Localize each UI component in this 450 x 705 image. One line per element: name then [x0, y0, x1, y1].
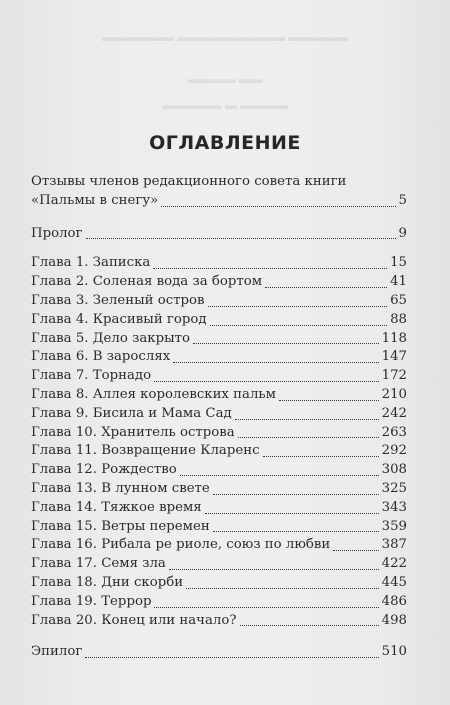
- chapter-entry[interactable]: [31, 612, 407, 631]
- chapter-label: Глава 8. Аллея королевских пальм: [31, 386, 276, 402]
- show-through-text: ▬▬▬▬▬ ▬ ▬▬▬▬: [162, 98, 288, 112]
- chapter-page: 445: [381, 574, 407, 590]
- prologue-label: Пролог: [31, 225, 83, 241]
- chapter-entry[interactable]: [31, 536, 407, 555]
- chapter-entry[interactable]: [31, 254, 407, 273]
- chapter-entry[interactable]: [31, 292, 407, 311]
- dot-leader: [240, 625, 379, 626]
- dot-leader: [333, 550, 378, 551]
- chapter-entry[interactable]: [31, 518, 407, 537]
- chapter-label: Глава 15. Ветры перемен: [31, 518, 210, 534]
- chapter-label: Глава 12. Рождество: [31, 462, 177, 478]
- chapter-entry[interactable]: [31, 424, 407, 443]
- chapter-page: 263: [381, 424, 407, 440]
- show-through-text: ▬▬▬▬▬▬ ▬▬▬▬▬▬▬▬▬ ▬▬▬▬▬: [102, 30, 348, 44]
- chapter-page: 343: [381, 499, 407, 515]
- intro-entry[interactable]: [31, 192, 407, 211]
- dot-leader: [210, 325, 387, 326]
- intro-entry-label: «Пальмы в снегу»: [31, 192, 159, 208]
- intro-entry-line1: Отзывы членов редакционного совета книги: [31, 174, 347, 189]
- dot-leader: [153, 268, 387, 269]
- chapter-entry[interactable]: [31, 405, 407, 424]
- chapter-page: 15: [390, 255, 407, 271]
- dot-leader: [263, 456, 379, 457]
- epilogue-label: Эпилог: [31, 644, 83, 660]
- chapter-entry[interactable]: [31, 386, 407, 405]
- chapter-label: Глава 14. Тяжкое время: [31, 499, 202, 515]
- dot-leader: [235, 419, 379, 420]
- dot-leader: [154, 381, 379, 382]
- chapter-page: 118: [381, 330, 407, 346]
- chapter-page: 498: [381, 612, 407, 628]
- chapter-page: 422: [381, 556, 407, 572]
- dot-leader: [279, 400, 379, 401]
- dot-leader: [238, 437, 379, 438]
- chapter-entry[interactable]: [31, 330, 407, 349]
- chapter-entry[interactable]: [31, 480, 407, 499]
- table-of-contents: [31, 173, 407, 662]
- chapter-page: 292: [381, 443, 407, 459]
- dot-leader: [180, 475, 379, 476]
- chapter-label: Глава 11. Возвращение Кларенс: [31, 443, 260, 459]
- show-through-text: ▬▬▬▬ ▬▬: [187, 72, 263, 86]
- chapter-entry[interactable]: [31, 273, 407, 292]
- chapter-label: Глава 10. Хранитель острова: [31, 424, 235, 440]
- chapter-page: 486: [381, 593, 407, 609]
- chapter-label: Глава 19. Террор: [31, 593, 152, 609]
- dot-leader: [213, 531, 379, 532]
- chapter-page: 210: [381, 386, 407, 402]
- epilogue-page: 510: [381, 644, 407, 660]
- chapter-page: 242: [381, 405, 407, 421]
- chapter-page: 359: [381, 518, 407, 534]
- chapter-entry[interactable]: [31, 461, 407, 480]
- intro-entry-page: 5: [398, 192, 407, 208]
- chapter-page: 65: [390, 292, 407, 308]
- dot-leader: [161, 206, 395, 207]
- prologue-page: 9: [398, 225, 407, 241]
- chapter-label: Глава 16. Рибала ре риоле, союз по любви: [31, 537, 331, 553]
- dot-leader: [213, 494, 379, 495]
- chapter-entry[interactable]: [31, 555, 407, 574]
- chapter-label: Глава 2. Соленая вода за бортом: [31, 274, 263, 290]
- chapter-label: Глава 9. Бисила и Мама Сад: [31, 405, 232, 421]
- dot-leader: [205, 513, 379, 514]
- chapter-label: Глава 6. В зарослях: [31, 349, 171, 365]
- chapter-label: Глава 7. Торнадо: [31, 368, 152, 384]
- chapter-entry[interactable]: [31, 311, 407, 330]
- chapter-entry[interactable]: [31, 367, 407, 386]
- chapter-entry[interactable]: [31, 593, 407, 612]
- chapter-page: 308: [381, 462, 407, 478]
- dot-leader: [208, 306, 388, 307]
- chapter-label: Глава 17. Семя зла: [31, 556, 166, 572]
- chapter-page: 172: [381, 368, 407, 384]
- dot-leader: [193, 343, 379, 344]
- dot-leader: [85, 657, 378, 658]
- dot-leader: [86, 238, 396, 239]
- chapter-page: 88: [390, 311, 407, 327]
- chapter-entry[interactable]: [31, 499, 407, 518]
- chapter-entry[interactable]: [31, 574, 407, 593]
- chapter-label: Глава 1. Записка: [31, 255, 151, 271]
- chapter-label: Глава 20. Конец или начало?: [31, 612, 237, 628]
- chapter-label: Глава 13. В лунном свете: [31, 480, 210, 496]
- dot-leader: [265, 287, 387, 288]
- chapter-page: 387: [381, 537, 407, 553]
- chapter-page: 147: [381, 349, 407, 365]
- epilogue-entry[interactable]: [31, 643, 407, 662]
- dot-leader: [173, 362, 378, 363]
- dot-leader: [169, 569, 379, 570]
- chapter-label: Глава 5. Дело закрыто: [31, 330, 191, 346]
- toc-title: ОГЛАВЛЕНИЕ: [149, 132, 301, 154]
- chapter-label: Глава 4. Красивый город: [31, 311, 207, 327]
- chapter-label: Глава 18. Дни скорби: [31, 574, 184, 590]
- chapter-label: Глава 3. Зеленый остров: [31, 292, 205, 308]
- prologue-entry[interactable]: [31, 225, 407, 244]
- chapter-page: 325: [381, 480, 407, 496]
- chapter-entry[interactable]: [31, 442, 407, 461]
- chapter-page: 41: [390, 274, 407, 290]
- chapter-entry[interactable]: [31, 348, 407, 367]
- dot-leader: [186, 588, 379, 589]
- dot-leader: [154, 607, 378, 608]
- chapter-list: [31, 254, 407, 630]
